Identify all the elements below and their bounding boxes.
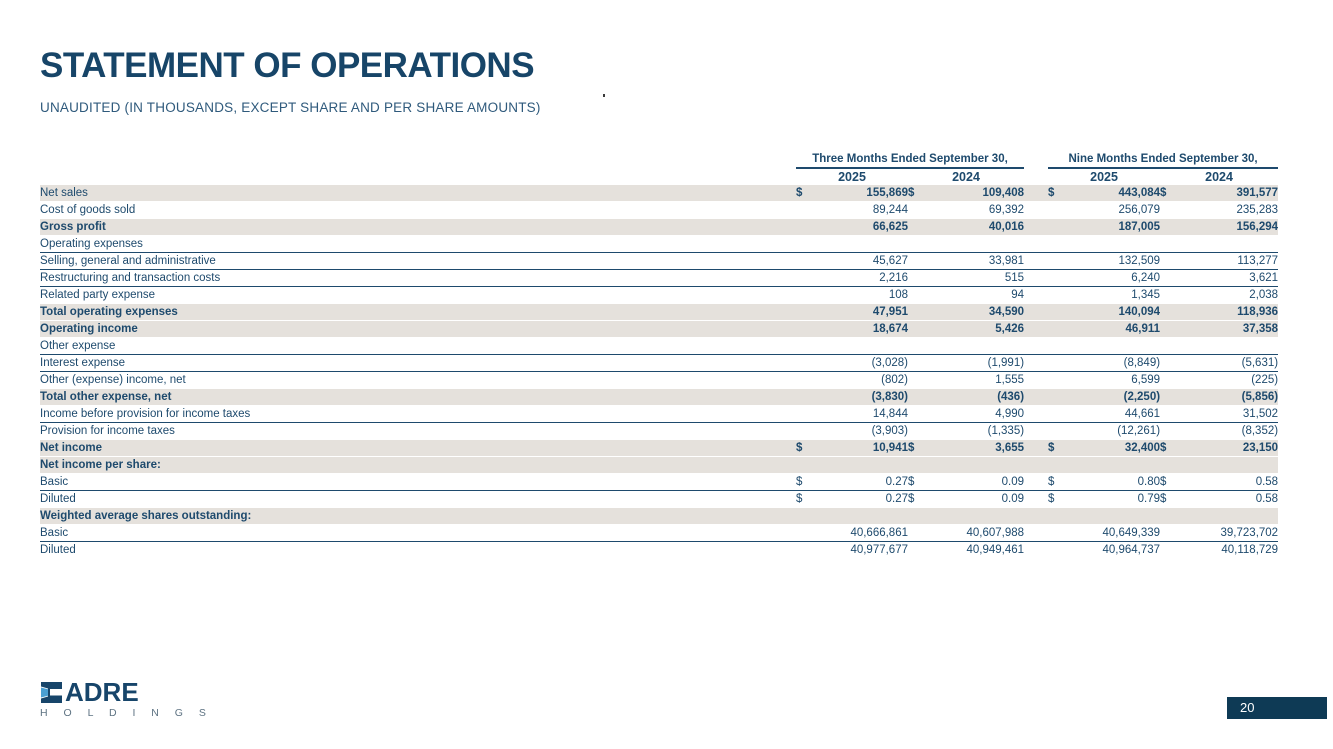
dollar-sign <box>1048 508 1074 525</box>
table-row <box>40 270 1278 287</box>
value-cell: 47,951 <box>822 304 908 321</box>
dollar-sign <box>796 372 822 389</box>
row-label: Income before provision for income taxes <box>40 406 796 423</box>
value-cell: 69,392 <box>938 202 1024 219</box>
dollar-sign <box>908 338 938 355</box>
dollar-sign <box>1048 355 1074 372</box>
dollar-sign <box>908 355 938 372</box>
value-cell: 109,408 <box>938 185 1024 202</box>
table-row <box>40 491 1278 508</box>
table-row <box>40 440 1278 457</box>
dollar-sign <box>796 406 822 423</box>
dollar-sign: $ <box>1048 185 1074 202</box>
value-cell: (3,028) <box>822 355 908 372</box>
dollar-sign <box>1048 270 1074 287</box>
dollar-sign <box>1048 219 1074 236</box>
value-cell: 40,977,677 <box>822 542 908 559</box>
dollar-sign <box>1160 270 1190 287</box>
dollar-sign <box>908 423 938 440</box>
table-row <box>40 287 1278 304</box>
dollar-sign <box>908 253 938 270</box>
value-cell: 31,502 <box>1190 406 1278 423</box>
dollar-sign <box>1160 508 1190 525</box>
value-cell <box>1074 338 1160 355</box>
row-label: Gross profit <box>40 219 796 236</box>
value-cell <box>1190 236 1278 253</box>
table-row <box>40 542 1278 559</box>
dollar-sign <box>1048 525 1074 542</box>
value-cell <box>938 338 1024 355</box>
value-cell: 156,294 <box>1190 219 1278 236</box>
row-label: Total other expense, net <box>40 389 796 406</box>
value-cell <box>822 338 908 355</box>
table-row <box>40 508 1278 525</box>
dollar-sign <box>1160 525 1190 542</box>
value-cell <box>822 236 908 253</box>
value-cell: 3,621 <box>1190 270 1278 287</box>
dollar-sign: $ <box>1160 491 1190 508</box>
value-cell <box>938 236 1024 253</box>
dollar-sign: $ <box>1048 491 1074 508</box>
stray-dot <box>603 94 605 97</box>
column-gap <box>1024 185 1048 202</box>
page-subtitle: UNAUDITED (IN THOUSANDS, EXCEPT SHARE AND PER SHARE AMOUNTS) <box>40 100 541 115</box>
dollar-sign <box>908 304 938 321</box>
table-row <box>40 423 1278 440</box>
value-cell: 40,607,988 <box>938 525 1024 542</box>
table-row <box>40 457 1278 474</box>
row-label: Interest expense <box>40 355 796 372</box>
value-cell: (1,335) <box>938 423 1024 440</box>
value-cell: 44,661 <box>1074 406 1160 423</box>
dollar-sign: $ <box>1160 440 1190 457</box>
value-cell: 515 <box>938 270 1024 287</box>
value-cell: 6,240 <box>1074 270 1160 287</box>
column-gap <box>1024 406 1048 423</box>
row-label: Restructuring and transaction costs <box>40 270 796 287</box>
table-row <box>40 321 1278 338</box>
dollar-sign <box>796 355 822 372</box>
value-cell: 0.09 <box>938 491 1024 508</box>
dollar-sign <box>1160 287 1190 304</box>
value-cell: 140,094 <box>1074 304 1160 321</box>
dollar-sign: $ <box>796 185 822 202</box>
value-cell: 32,400 <box>1074 440 1160 457</box>
header-spacer <box>40 151 796 168</box>
column-gap <box>1024 236 1048 253</box>
value-cell: 0.58 <box>1190 491 1278 508</box>
row-label: Total operating expenses <box>40 304 796 321</box>
value-cell: 1,345 <box>1074 287 1160 304</box>
value-cell: 37,358 <box>1190 321 1278 338</box>
dollar-sign <box>1160 457 1190 474</box>
dollar-sign <box>908 542 938 559</box>
column-gap <box>1024 389 1048 406</box>
column-gap <box>1024 474 1048 491</box>
dollar-sign: $ <box>1160 474 1190 491</box>
value-cell: 256,079 <box>1074 202 1160 219</box>
value-cell <box>1074 508 1160 525</box>
dollar-sign <box>1048 372 1074 389</box>
dollar-sign <box>1160 406 1190 423</box>
value-cell: 443,084 <box>1074 185 1160 202</box>
dollar-sign <box>1160 338 1190 355</box>
dollar-sign <box>796 508 822 525</box>
table-row <box>40 372 1278 389</box>
dollar-sign <box>1048 389 1074 406</box>
dollar-sign <box>1160 304 1190 321</box>
dollar-sign <box>796 321 822 338</box>
table-row <box>40 406 1278 423</box>
dollar-sign <box>1160 202 1190 219</box>
value-cell <box>1074 236 1160 253</box>
cadre-logo-subtext: H O L D I N G S <box>40 707 213 719</box>
dollar-sign <box>1048 338 1074 355</box>
column-gap <box>1024 287 1048 304</box>
group-header-nine-months: Nine Months Ended September 30, <box>1048 151 1278 168</box>
year-header: 2024 <box>952 170 980 184</box>
dollar-sign <box>908 525 938 542</box>
column-gap <box>1024 525 1048 542</box>
value-cell: 2,038 <box>1190 287 1278 304</box>
table-row <box>40 253 1278 270</box>
dollar-sign <box>796 202 822 219</box>
cadre-logo-top <box>40 677 150 707</box>
dollar-sign <box>1048 406 1074 423</box>
dollar-sign <box>1048 321 1074 338</box>
header-spacer <box>40 168 796 185</box>
year-header-row <box>40 168 1278 185</box>
value-cell: (436) <box>938 389 1024 406</box>
value-cell: 391,577 <box>1190 185 1278 202</box>
value-cell <box>1190 338 1278 355</box>
dollar-sign <box>908 287 938 304</box>
table-row <box>40 236 1278 253</box>
dollar-sign: $ <box>796 440 822 457</box>
value-cell: (802) <box>822 372 908 389</box>
page-title: STATEMENT OF OPERATIONS <box>40 46 535 85</box>
dollar-sign: $ <box>796 491 822 508</box>
row-label: Diluted <box>40 491 796 508</box>
dollar-sign <box>796 423 822 440</box>
column-gap <box>1024 338 1048 355</box>
value-cell: 2,216 <box>822 270 908 287</box>
value-cell: 40,666,861 <box>822 525 908 542</box>
dollar-sign: $ <box>796 474 822 491</box>
value-cell: 1,555 <box>938 372 1024 389</box>
table-row <box>40 185 1278 202</box>
value-cell: 39,723,702 <box>1190 525 1278 542</box>
dollar-sign <box>908 389 938 406</box>
dollar-sign <box>908 321 938 338</box>
dollar-sign <box>908 406 938 423</box>
row-label: Diluted <box>40 542 796 559</box>
dollar-sign <box>1160 321 1190 338</box>
dollar-sign <box>1160 372 1190 389</box>
value-cell: 23,150 <box>1190 440 1278 457</box>
value-cell <box>1190 508 1278 525</box>
dollar-sign <box>1160 253 1190 270</box>
value-cell: 33,981 <box>938 253 1024 270</box>
dollar-sign <box>1160 423 1190 440</box>
dollar-sign <box>908 202 938 219</box>
page-number: 20 <box>1240 700 1255 715</box>
dollar-sign <box>1160 389 1190 406</box>
table-row <box>40 202 1278 219</box>
column-gap <box>1024 491 1048 508</box>
column-gap <box>1024 542 1048 559</box>
value-cell: 40,949,461 <box>938 542 1024 559</box>
row-label: Basic <box>40 525 796 542</box>
value-cell: 46,911 <box>1074 321 1160 338</box>
value-cell: (2,250) <box>1074 389 1160 406</box>
dollar-sign <box>1160 236 1190 253</box>
row-label: Selling, general and administrative <box>40 253 796 270</box>
value-cell <box>938 508 1024 525</box>
dollar-sign <box>796 389 822 406</box>
column-gap <box>1024 253 1048 270</box>
table-row <box>40 355 1278 372</box>
dollar-sign <box>908 219 938 236</box>
value-cell: 132,509 <box>1074 253 1160 270</box>
row-label: Related party expense <box>40 287 796 304</box>
dollar-sign: $ <box>1160 185 1190 202</box>
value-cell: (12,261) <box>1074 423 1160 440</box>
dollar-sign <box>796 542 822 559</box>
value-cell: (225) <box>1190 372 1278 389</box>
value-cell: (3,903) <box>822 423 908 440</box>
dollar-sign: $ <box>908 474 938 491</box>
column-gap <box>1024 457 1048 474</box>
group-header-row <box>40 151 1278 168</box>
dollar-sign <box>796 219 822 236</box>
row-label: Operating expenses <box>40 236 796 253</box>
value-cell: (1,991) <box>938 355 1024 372</box>
dollar-sign <box>1048 542 1074 559</box>
table-row <box>40 219 1278 236</box>
value-cell: 235,283 <box>1190 202 1278 219</box>
row-label: Other (expense) income, net <box>40 372 796 389</box>
dollar-sign <box>908 270 938 287</box>
row-label: Net income per share: <box>40 457 796 474</box>
column-gap <box>1024 304 1048 321</box>
value-cell: 34,590 <box>938 304 1024 321</box>
dollar-sign <box>908 457 938 474</box>
dollar-sign <box>908 508 938 525</box>
dollar-sign <box>796 525 822 542</box>
value-cell: 0.79 <box>1074 491 1160 508</box>
dollar-sign: $ <box>1048 474 1074 491</box>
value-cell: 40,964,737 <box>1074 542 1160 559</box>
dollar-sign: $ <box>908 440 938 457</box>
column-gap <box>1024 202 1048 219</box>
financial-table <box>40 151 1278 559</box>
dollar-sign <box>796 253 822 270</box>
value-cell: 108 <box>822 287 908 304</box>
dollar-sign <box>796 304 822 321</box>
column-gap <box>1024 321 1048 338</box>
dollar-sign <box>1048 287 1074 304</box>
value-cell: (5,631) <box>1190 355 1278 372</box>
table-row <box>40 338 1278 355</box>
row-label: Weighted average shares outstanding: <box>40 508 796 525</box>
dollar-sign <box>1048 253 1074 270</box>
dollar-sign <box>796 236 822 253</box>
column-gap <box>1024 270 1048 287</box>
dollar-sign <box>796 338 822 355</box>
value-cell: 45,627 <box>822 253 908 270</box>
value-cell: (8,849) <box>1074 355 1160 372</box>
value-cell: 40,118,729 <box>1190 542 1278 559</box>
value-cell <box>1074 457 1160 474</box>
column-gap <box>1024 440 1048 457</box>
table-row <box>40 389 1278 406</box>
cadre-logo-icon <box>40 681 63 704</box>
value-cell: 89,244 <box>822 202 908 219</box>
dollar-sign <box>1048 457 1074 474</box>
value-cell: (5,856) <box>1190 389 1278 406</box>
dollar-sign <box>908 236 938 253</box>
value-cell: 0.27 <box>822 474 908 491</box>
year-header: 2024 <box>1205 170 1233 184</box>
row-label: Cost of goods sold <box>40 202 796 219</box>
value-cell: 113,277 <box>1190 253 1278 270</box>
dollar-sign: $ <box>1048 440 1074 457</box>
dollar-sign <box>1160 355 1190 372</box>
dollar-sign <box>1048 236 1074 253</box>
value-cell: 14,844 <box>822 406 908 423</box>
dollar-sign <box>1048 423 1074 440</box>
statement-table-container <box>40 151 1278 559</box>
dollar-sign <box>796 457 822 474</box>
dollar-sign <box>1160 542 1190 559</box>
dollar-sign <box>1048 304 1074 321</box>
value-cell: 18,674 <box>822 321 908 338</box>
row-label: Net income <box>40 440 796 457</box>
column-gap <box>1024 372 1048 389</box>
value-cell: 40,016 <box>938 219 1024 236</box>
group-header-three-months: Three Months Ended September 30, <box>796 151 1024 168</box>
value-cell: 118,936 <box>1190 304 1278 321</box>
column-gap <box>1024 423 1048 440</box>
page-number-badge <box>1227 697 1327 719</box>
table-row <box>40 304 1278 321</box>
row-label: Provision for income taxes <box>40 423 796 440</box>
column-gap <box>1024 219 1048 236</box>
value-cell: 5,426 <box>938 321 1024 338</box>
column-gap <box>1024 508 1048 525</box>
column-gap <box>1024 151 1048 168</box>
value-cell: (8,352) <box>1190 423 1278 440</box>
value-cell: 6,599 <box>1074 372 1160 389</box>
dollar-sign: $ <box>908 185 938 202</box>
value-cell <box>1190 457 1278 474</box>
value-cell: 66,625 <box>822 219 908 236</box>
value-cell: 155,869 <box>822 185 908 202</box>
column-gap <box>1024 168 1048 185</box>
value-cell <box>822 508 908 525</box>
dollar-sign <box>908 372 938 389</box>
value-cell: 0.27 <box>822 491 908 508</box>
column-gap <box>1024 355 1048 372</box>
cadre-logo <box>40 677 213 719</box>
table-row <box>40 474 1278 491</box>
value-cell: 94 <box>938 287 1024 304</box>
value-cell <box>938 457 1024 474</box>
value-cell: 187,005 <box>1074 219 1160 236</box>
year-header: 2025 <box>838 170 866 184</box>
table-row <box>40 525 1278 542</box>
row-label: Operating income <box>40 321 796 338</box>
value-cell: 4,990 <box>938 406 1024 423</box>
cadre-logo-text: ADRE <box>65 677 139 707</box>
row-label: Other expense <box>40 338 796 355</box>
year-header: 2025 <box>1090 170 1118 184</box>
value-cell: 0.58 <box>1190 474 1278 491</box>
row-label: Basic <box>40 474 796 491</box>
value-cell: (3,830) <box>822 389 908 406</box>
value-cell: 40,649,339 <box>1074 525 1160 542</box>
dollar-sign <box>1160 219 1190 236</box>
value-cell: 0.80 <box>1074 474 1160 491</box>
dollar-sign <box>796 287 822 304</box>
value-cell <box>822 457 908 474</box>
value-cell: 10,941 <box>822 440 908 457</box>
dollar-sign <box>1048 202 1074 219</box>
dollar-sign <box>796 270 822 287</box>
value-cell: 0.09 <box>938 474 1024 491</box>
dollar-sign: $ <box>908 491 938 508</box>
value-cell: 3,655 <box>938 440 1024 457</box>
row-label: Net sales <box>40 185 796 202</box>
